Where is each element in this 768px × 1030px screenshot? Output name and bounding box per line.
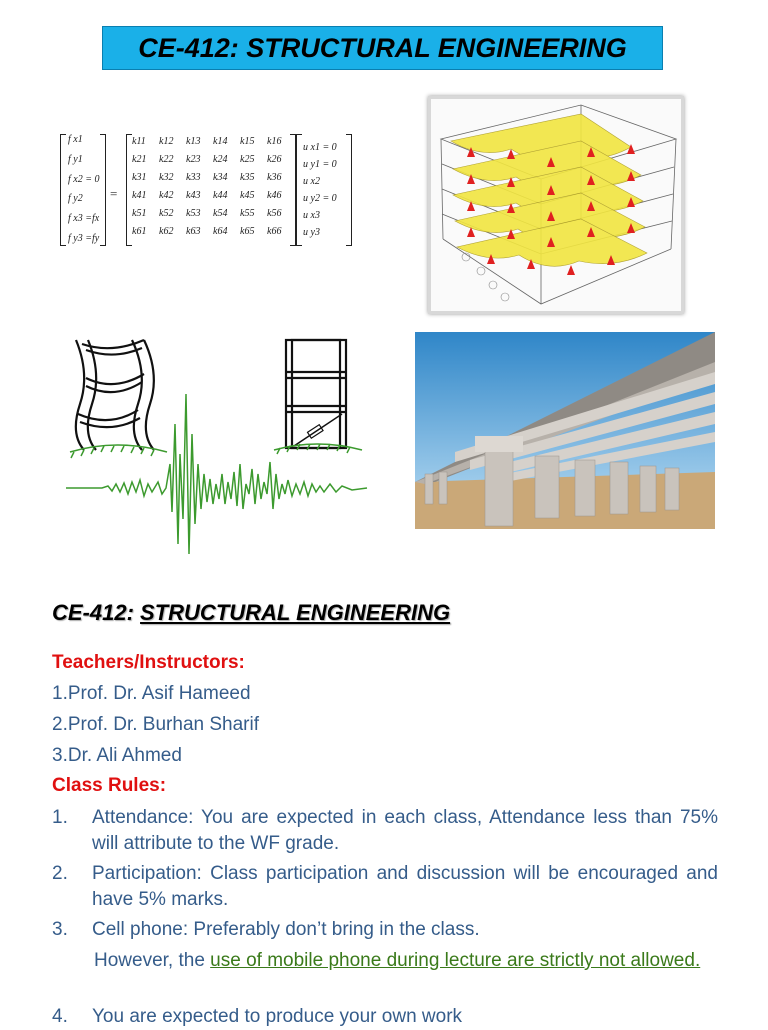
- disp-bracket-left: [296, 134, 302, 246]
- stiffness-entry: k13: [186, 136, 201, 147]
- section-heading-main: STRUCTURAL ENGINEERING: [140, 600, 451, 625]
- stiffness-grid: [132, 136, 294, 244]
- stiffness-entry: k66: [267, 226, 282, 237]
- stiffness-entry: k45: [240, 190, 255, 201]
- building-frame-model-image: [428, 96, 684, 314]
- stiffness-entry: k63: [186, 226, 201, 237]
- rule-text: You are expected to produce your own work: [92, 1006, 463, 1027]
- rule-item: [52, 1004, 718, 1030]
- stiffness-entry: k26: [267, 154, 282, 165]
- stiffness-entry: k23: [186, 154, 201, 165]
- disp-entry: u x2: [303, 176, 320, 187]
- rule-item: [52, 805, 718, 857]
- rule-text: Participation: Class participation and discussion will be encouraged and have 5% marks.: [92, 863, 718, 910]
- stiffness-entry: k42: [159, 190, 174, 201]
- stiffness-entry: k35: [240, 172, 255, 183]
- equals-sign: =: [110, 186, 118, 201]
- force-entry: f y3 =fy: [68, 232, 100, 244]
- stiffness-entry: k56: [267, 208, 282, 219]
- force-entry: f x2 = 0: [68, 173, 100, 185]
- stiffness-entry: k62: [159, 226, 174, 237]
- stiffness-entry: k16: [267, 136, 282, 147]
- force-entry: f x1: [68, 134, 83, 145]
- title-text: CE-412: STRUCTURAL ENGINEERING: [138, 32, 627, 63]
- stiffness-entry: k24: [213, 154, 228, 165]
- force-entry: f x3 =fx: [68, 213, 100, 225]
- disp-bracket-right: [346, 134, 352, 246]
- stiffness-entry: k51: [132, 208, 147, 219]
- stiffness-entry: k65: [240, 226, 255, 237]
- teacher-item: 3.Dr. Ali Ahmed: [52, 745, 182, 766]
- title-banner: [102, 26, 663, 70]
- displacement-vector: [303, 142, 337, 238]
- disp-entry: u x3: [303, 210, 320, 221]
- rule-number: 3.: [52, 919, 68, 940]
- stiffness-entry: k33: [186, 172, 201, 183]
- rule-number: 2.: [52, 863, 68, 884]
- stiffness-entry: k22: [159, 154, 174, 165]
- stiffness-entry: k46: [267, 190, 282, 201]
- disp-entry: u y3: [303, 227, 320, 238]
- stiffness-entry: k41: [132, 190, 147, 201]
- frame-model-drawing: [431, 99, 681, 311]
- stiffness-entry: k53: [186, 208, 201, 219]
- stiffness-entry: k54: [213, 208, 228, 219]
- force-bracket-left: [60, 134, 66, 246]
- stiffness-entry: k52: [159, 208, 174, 219]
- stiffness-entry: k31: [132, 172, 147, 183]
- stiffness-entry: k15: [240, 136, 255, 147]
- teacher-item: 1.Prof. Dr. Asif Hameed: [52, 683, 251, 704]
- seismic-diagram: [62, 334, 372, 560]
- rule-text: Attendance: You are expected in each class, Attendance less than 75% will attribute to the WF grade.: [92, 807, 718, 854]
- rule-3-note-text: [92, 948, 718, 974]
- bridge-photo: [415, 332, 715, 529]
- rule-3-note: [92, 948, 718, 974]
- teachers-heading: Teachers/Instructors:: [52, 652, 245, 673]
- force-vector: [68, 134, 99, 244]
- rule-3-note-emphasis: use of mobile phone during lecture are strictly not allowed.: [210, 950, 701, 971]
- earthquake-frame-sketch: [62, 334, 372, 560]
- disp-entry: u y2 = 0: [303, 193, 337, 204]
- force-entry: f y2: [68, 193, 83, 205]
- stiffness-entry: k61: [132, 226, 147, 237]
- stiffness-entry: k55: [240, 208, 255, 219]
- stiffness-entry: k11: [132, 136, 146, 147]
- stiffness-entry: k64: [213, 226, 228, 237]
- bridge-drawing: [415, 332, 715, 529]
- rule-number: 4.: [52, 1006, 68, 1027]
- disp-entry: u y1 = 0: [303, 159, 337, 170]
- stiffness-matrix-equation: [56, 134, 356, 246]
- stiffness-entry: k44: [213, 190, 228, 201]
- force-bracket-right: [100, 134, 106, 246]
- stiffness-entry: k32: [159, 172, 174, 183]
- stiffness-entry: k25: [240, 154, 255, 165]
- stiffness-entry: k36: [267, 172, 282, 183]
- section-heading: [52, 600, 450, 626]
- rule-item: [52, 861, 718, 913]
- rule-text: Cell phone: Preferably don’t bring in the class.: [92, 919, 480, 940]
- rule-3-note-prefix: However, the: [94, 950, 211, 971]
- stiffness-entry: k12: [159, 136, 174, 147]
- stiffness-entry: k34: [213, 172, 228, 183]
- rule-number: 1.: [52, 807, 68, 828]
- teacher-item: 2.Prof. Dr. Burhan Sharif: [52, 714, 259, 735]
- stiffness-entry: k21: [132, 154, 147, 165]
- stiffness-entry: k43: [186, 190, 201, 201]
- section-heading-prefix: CE-412:: [52, 600, 141, 625]
- stiffness-entry: k14: [213, 136, 228, 147]
- disp-entry: u x1 = 0: [303, 142, 337, 153]
- force-entry: f y1: [68, 153, 83, 165]
- rules-heading: Class Rules:: [52, 775, 167, 796]
- rule-item: [52, 917, 718, 943]
